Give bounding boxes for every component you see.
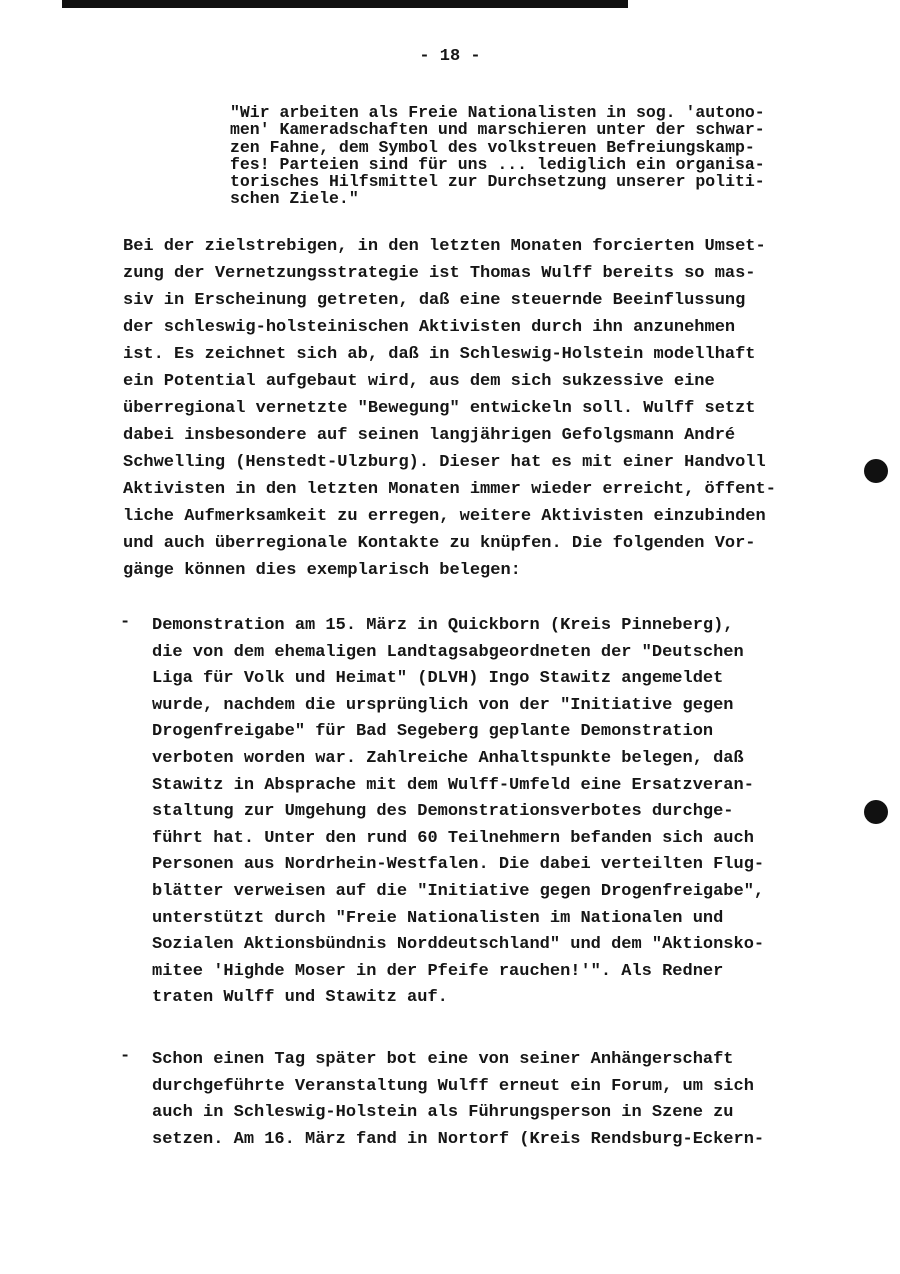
punch-hole-top bbox=[864, 459, 888, 483]
list-item-line: führt hat. Unter den rund 60 Teilnehmern befanden sich auch bbox=[152, 828, 754, 848]
paragraph-line: Bei der zielstrebigen, in den letzten Monaten forcierten Umset- bbox=[123, 237, 766, 256]
paragraph-line: Schwelling (Henstedt-Ulzburg). Dieser hat es mit einer Handvoll bbox=[123, 453, 766, 472]
quote-line: schen Ziele." bbox=[230, 189, 359, 209]
list-item-line: auch in Schleswig-Holstein als Führungsperson in Szene zu bbox=[152, 1103, 734, 1123]
paragraph-line: überregional vernetzte "Bewegung" entwickeln soll. Wulff setzt bbox=[123, 399, 756, 418]
list-item-line: wurde, nachdem die ursprünglich von der "Initiative gegen bbox=[152, 695, 734, 715]
quote-block bbox=[230, 104, 765, 208]
paragraph-line: der schleswig-holsteinischen Aktivisten durch ihn anzunehmen bbox=[123, 318, 736, 337]
list-item-line: durchgeführte Veranstaltung Wulff erneut ein Forum, um sich bbox=[152, 1076, 754, 1096]
quote-line: torisches Hilfsmittel zur Durchsetzung unserer politi- bbox=[230, 172, 765, 192]
list-item-dash: - bbox=[120, 613, 131, 632]
page-number: - 18 - bbox=[419, 47, 481, 66]
paragraph-line: zung der Vernetzungsstrategie ist Thomas Wulff bereits so mas- bbox=[123, 264, 756, 283]
punch-hole-bottom bbox=[864, 800, 888, 824]
paragraph-line: siv in Erscheinung getreten, daß eine steuernde Beeinflussung bbox=[123, 291, 746, 310]
list-item-line: die von dem ehemaligen Landtagsabgeordneten der "Deutschen bbox=[152, 642, 744, 662]
list-item-line: setzen. Am 16. März fand in Nortorf (Kreis Rendsburg-Eckern- bbox=[152, 1129, 765, 1149]
quote-line: zen Fahne, dem Symbol des volkstreuen Befreiungskamp- bbox=[230, 137, 755, 157]
quote-line: fes! Parteien sind für uns ... lediglich ein organisa- bbox=[230, 154, 765, 174]
list-item-quickborn bbox=[152, 613, 764, 1012]
list-item-line: Demonstration am 15. März in Quickborn (Kreis Pinneberg), bbox=[152, 616, 734, 635]
paragraph-line: ist. Es zeichnet sich ab, daß in Schleswig-Holstein modellhaft bbox=[123, 345, 756, 364]
list-item-line: Stawitz in Absprache mit dem Wulff-Umfeld eine Ersatzveran- bbox=[152, 775, 754, 795]
list-item-line: Sozialen Aktionsbündnis Norddeutschland" und dem "Aktionsko- bbox=[152, 935, 765, 955]
paragraph-line: und auch überregionale Kontakte zu knüpfen. Die folgenden Vor- bbox=[123, 534, 756, 553]
list-item-line: verboten worden war. Zahlreiche Anhaltspunkte belegen, daß bbox=[152, 748, 744, 768]
body-paragraph bbox=[123, 233, 776, 584]
list-item-line: staltung zur Umgehung des Demonstrationsverbotes durchge- bbox=[152, 802, 734, 822]
list-item-line: traten Wulff und Stawitz auf. bbox=[152, 988, 448, 1008]
list-item-line: Personen aus Nordrhein-Westfalen. Die dabei verteilten Flug- bbox=[152, 855, 765, 875]
paragraph-line: Aktivisten in den letzten Monaten immer wieder erreicht, öffent- bbox=[123, 480, 776, 499]
quote-line: men' Kameradschaften und marschieren unter der schwar- bbox=[230, 120, 765, 140]
list-item-nortorf bbox=[152, 1047, 764, 1153]
list-item-line: Liga für Volk und Heimat" (DLVH) Ingo Stawitz angemeldet bbox=[152, 669, 724, 689]
list-item-line: unterstützt durch "Freie Nationalisten im Nationalen und bbox=[152, 908, 724, 928]
list-item-line: mitee 'Highde Moser in der Pfeife rauchen!'". Als Redner bbox=[152, 961, 724, 981]
list-item-line: Schon einen Tag später bot eine von seiner Anhängerschaft bbox=[152, 1050, 734, 1069]
list-item-line: Drogenfreigabe" für Bad Segeberg geplante Demonstration bbox=[152, 722, 714, 742]
paragraph-line: gänge können dies exemplarisch belegen: bbox=[123, 561, 521, 580]
list-item-line: blätter verweisen auf die "Initiative gegen Drogenfreigabe", bbox=[152, 881, 765, 901]
paragraph-line: liche Aufmerksamkeit zu erregen, weitere Aktivisten einzubinden bbox=[123, 507, 766, 526]
quote-line: "Wir arbeiten als Freie Nationalisten in sog. 'autono- bbox=[230, 103, 765, 122]
paragraph-line: ein Potential aufgebaut wird, aus dem sich sukzessive eine bbox=[123, 372, 715, 391]
paragraph-line: dabei insbesondere auf seinen langjährigen Gefolgsmann André bbox=[123, 426, 736, 445]
top-border-rule bbox=[62, 0, 628, 8]
list-item-dash: - bbox=[120, 1047, 131, 1066]
